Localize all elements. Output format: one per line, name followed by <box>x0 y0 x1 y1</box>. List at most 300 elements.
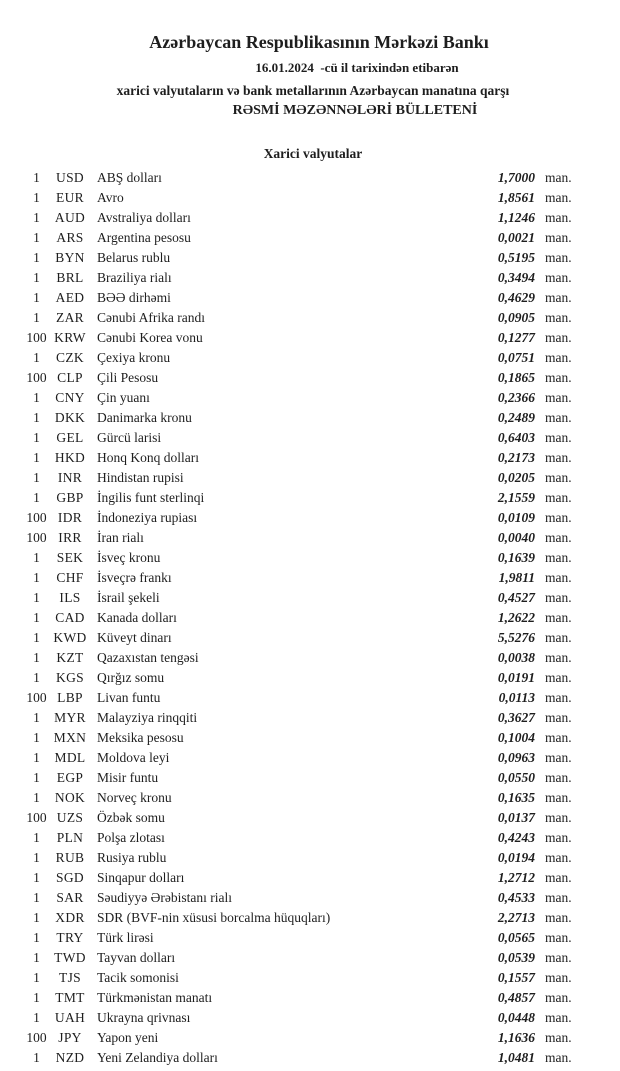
rate-value: 0,6403 <box>497 430 535 445</box>
currency-code: KGS <box>56 670 84 685</box>
left-margin <box>0 528 25 548</box>
bank-title: Azərbaycan Respublikasının Mərkəzi Bankı <box>149 32 489 52</box>
rate-unit: man. <box>545 690 572 705</box>
currency-name: Sinqapur dolları <box>97 870 185 885</box>
rate-unit: man. <box>545 450 572 465</box>
row-quantity: 1 <box>33 210 40 225</box>
rate-value: 0,0448 <box>497 1010 535 1025</box>
currency-name: Cənubi Korea vonu <box>97 330 203 345</box>
rate-value: 0,1865 <box>497 370 535 385</box>
left-margin <box>0 328 25 348</box>
currency-name: Moldova leyi <box>97 750 170 765</box>
rate-unit: man. <box>545 710 572 725</box>
currency-code: TMT <box>55 990 85 1005</box>
document-header <box>0 0 620 119</box>
currency-code: UZS <box>56 810 84 825</box>
currency-code: INR <box>57 470 83 485</box>
currency-row <box>0 168 576 188</box>
rate-value: 0,4243 <box>497 830 535 845</box>
currency-row <box>0 628 576 648</box>
currency-name: Polşa zlotası <box>97 830 165 845</box>
row-quantity: 1 <box>33 830 40 845</box>
left-margin <box>0 728 25 748</box>
rate-value: 0,2173 <box>497 450 535 465</box>
rate-unit: man. <box>545 790 572 805</box>
left-margin <box>0 588 25 608</box>
currency-row <box>0 428 576 448</box>
row-quantity: 1 <box>33 570 40 585</box>
left-margin <box>0 568 25 588</box>
rate-value: 0,4533 <box>497 890 535 905</box>
currency-name: Malayziya rinqqiti <box>97 710 198 725</box>
currency-row <box>0 1028 576 1048</box>
row-quantity: 1 <box>33 1010 40 1025</box>
currency-row <box>0 208 576 228</box>
row-quantity: 1 <box>33 290 40 305</box>
left-margin <box>0 928 25 948</box>
row-quantity: 100 <box>26 810 47 825</box>
left-margin <box>0 508 25 528</box>
rate-unit: man. <box>545 950 572 965</box>
currency-name: Qırğız somu <box>97 670 165 685</box>
currency-code: BRL <box>56 270 84 285</box>
row-quantity: 1 <box>33 750 40 765</box>
currency-code: KRW <box>54 330 86 345</box>
row-quantity: 1 <box>33 990 40 1005</box>
currency-name: Norveç kronu <box>97 790 172 805</box>
currency-code: CAD <box>55 610 85 625</box>
currency-row <box>0 248 576 268</box>
currency-code: CLP <box>57 370 83 385</box>
rate-unit: man. <box>545 730 572 745</box>
rate-unit: man. <box>545 590 572 605</box>
currency-code: CZK <box>56 350 84 365</box>
rate-value: 1,1246 <box>497 210 535 225</box>
rate-value: 1,2712 <box>497 870 535 885</box>
rate-unit: man. <box>545 1030 572 1045</box>
rate-value: 0,4527 <box>497 590 535 605</box>
currency-row <box>0 688 576 708</box>
rate-unit: man. <box>545 510 572 525</box>
currency-row <box>0 748 576 768</box>
currency-row <box>0 768 576 788</box>
left-margin <box>0 288 25 308</box>
currency-code: JPY <box>58 1030 82 1045</box>
left-margin <box>0 788 25 808</box>
currency-code: ZAR <box>56 310 84 325</box>
left-margin <box>0 228 25 248</box>
currency-name: Çili Pesosu <box>97 370 159 385</box>
rate-value: 0,3494 <box>497 270 535 285</box>
rate-value: 0,0905 <box>497 310 535 325</box>
currency-name: Türkmənistan manatı <box>97 990 213 1005</box>
row-quantity: 1 <box>33 230 40 245</box>
currency-code: IDR <box>57 510 83 525</box>
rate-value: 1,1636 <box>497 1030 535 1045</box>
rate-unit: man. <box>545 970 572 985</box>
row-quantity: 1 <box>33 870 40 885</box>
currency-code: AED <box>55 290 85 305</box>
currency-code: USD <box>56 170 84 185</box>
currency-name: Honq Konq dolları <box>97 450 199 465</box>
rate-value: 2,1559 <box>497 490 535 505</box>
currency-row <box>0 788 576 808</box>
rate-unit: man. <box>545 490 572 505</box>
row-quantity: 100 <box>26 330 47 345</box>
currency-code: TRY <box>56 930 84 945</box>
currency-row <box>0 708 576 728</box>
rate-unit: man. <box>545 550 572 565</box>
currency-code: TJS <box>59 970 81 985</box>
currency-row <box>0 388 576 408</box>
left-margin <box>0 628 25 648</box>
row-quantity: 100 <box>26 530 47 545</box>
currency-row <box>0 528 576 548</box>
rate-value: 0,1277 <box>497 330 535 345</box>
currency-name: BƏƏ dirhəmi <box>97 290 171 305</box>
rate-value: 5,5276 <box>497 630 535 645</box>
row-quantity: 100 <box>26 370 47 385</box>
rate-unit: man. <box>545 250 572 265</box>
left-margin <box>0 1048 25 1068</box>
currency-row <box>0 328 576 348</box>
left-margin <box>0 248 25 268</box>
rate-unit: man. <box>545 210 572 225</box>
bulletin-title: RƏSMİ MƏZƏNNƏLƏRİ BÜLLETENİ <box>232 103 478 118</box>
left-margin <box>0 168 25 188</box>
left-margin <box>0 468 25 488</box>
rate-unit: man. <box>545 330 572 345</box>
left-margin <box>0 668 25 688</box>
currency-row <box>0 568 576 588</box>
left-margin <box>0 548 25 568</box>
left-margin <box>0 648 25 668</box>
rate-unit: man. <box>545 350 572 365</box>
row-quantity: 1 <box>33 170 40 185</box>
currency-row <box>0 268 576 288</box>
left-margin <box>0 988 25 1008</box>
rate-value: 0,0109 <box>497 510 535 525</box>
row-quantity: 1 <box>33 190 40 205</box>
rate-value: 0,1557 <box>497 970 535 985</box>
row-quantity: 1 <box>33 550 40 565</box>
left-margin <box>0 308 25 328</box>
rate-unit: man. <box>545 770 572 785</box>
row-quantity: 1 <box>33 670 40 685</box>
rate-value: 1,7000 <box>497 170 535 185</box>
currency-row <box>0 408 576 428</box>
currency-code: LBP <box>57 690 83 705</box>
row-quantity: 1 <box>33 1050 40 1065</box>
rate-value: 0,0137 <box>497 810 535 825</box>
currency-name: İsveç kronu <box>97 550 161 565</box>
currency-code: GBP <box>56 490 84 505</box>
rate-unit: man. <box>545 230 572 245</box>
currency-row <box>0 648 576 668</box>
currency-name: Gürcü larisi <box>97 430 162 445</box>
currency-name: Tayvan dolları <box>97 950 176 965</box>
rate-unit: man. <box>545 270 572 285</box>
row-quantity: 1 <box>33 350 40 365</box>
currency-name: İngilis funt sterlinqi <box>97 490 205 505</box>
currency-code: SAR <box>56 890 84 905</box>
rate-value: 0,0550 <box>497 770 535 785</box>
currency-code: ARS <box>56 230 84 245</box>
currency-row <box>0 948 576 968</box>
currency-code: BYN <box>55 250 85 265</box>
currency-row <box>0 348 576 368</box>
rate-unit: man. <box>545 870 572 885</box>
currency-name: Braziliya rialı <box>97 270 172 285</box>
currency-row <box>0 308 576 328</box>
rate-value: 0,2366 <box>497 390 535 405</box>
left-margin <box>0 428 25 448</box>
row-quantity: 1 <box>33 410 40 425</box>
rate-value: 0,0194 <box>497 850 535 865</box>
currency-code: UAH <box>54 1010 86 1025</box>
currency-row <box>0 368 576 388</box>
row-quantity: 1 <box>33 430 40 445</box>
row-quantity: 1 <box>33 450 40 465</box>
rate-unit: man. <box>545 610 572 625</box>
left-margin <box>0 908 25 928</box>
rate-value: 0,1004 <box>497 730 535 745</box>
rate-unit: man. <box>545 910 572 925</box>
left-margin <box>0 1028 25 1048</box>
currency-code: CHF <box>56 570 84 585</box>
currency-row <box>0 668 576 688</box>
rate-value: 0,1639 <box>497 550 535 565</box>
rate-value: 0,0113 <box>498 690 535 705</box>
currency-name: Ukrayna qrivnası <box>97 1010 191 1025</box>
left-margin <box>0 868 25 888</box>
currency-row <box>0 808 576 828</box>
currency-row <box>0 1008 576 1028</box>
row-quantity: 1 <box>33 730 40 745</box>
currency-row <box>0 988 576 1008</box>
currency-name: Kanada dolları <box>97 610 177 625</box>
currency-name: SDR (BVF-nin xüsusi borcalma hüquqları) <box>97 910 331 925</box>
currency-row <box>0 228 576 248</box>
row-quantity: 1 <box>33 890 40 905</box>
row-quantity: 1 <box>33 910 40 925</box>
left-margin <box>0 948 25 968</box>
rate-value: 0,0205 <box>497 470 535 485</box>
rate-value: 0,0963 <box>497 750 535 765</box>
rate-value: 0,1635 <box>497 790 535 805</box>
left-margin <box>0 608 25 628</box>
rate-unit: man. <box>545 570 572 585</box>
currency-row <box>0 728 576 748</box>
row-quantity: 100 <box>26 1030 47 1045</box>
rate-value: 0,4629 <box>497 290 535 305</box>
rate-value: 0,0021 <box>497 230 535 245</box>
row-quantity: 1 <box>33 590 40 605</box>
currency-code: ILS <box>59 590 81 605</box>
effective-date-line: 16.01.2024 -cü il tarixindən etibarən <box>255 60 459 75</box>
rate-unit: man. <box>545 650 572 665</box>
left-margin <box>0 488 25 508</box>
currency-code: MYR <box>54 710 86 725</box>
currency-code: EUR <box>56 190 84 205</box>
section-title-foreign-currencies: Xarici valyutalar <box>263 146 363 161</box>
rate-unit: man. <box>545 410 572 425</box>
rate-value: 0,0038 <box>497 650 535 665</box>
currency-name: Misir funtu <box>97 770 159 785</box>
rate-value: 0,0040 <box>497 530 535 545</box>
left-margin <box>0 388 25 408</box>
left-margin <box>0 348 25 368</box>
left-margin <box>0 968 25 988</box>
left-margin <box>0 708 25 728</box>
currency-name: İran rialı <box>97 530 144 545</box>
currency-code: MXN <box>53 730 87 745</box>
rate-value: 0,0539 <box>497 950 535 965</box>
currency-code: HKD <box>54 450 86 465</box>
left-margin <box>0 808 25 828</box>
currency-row <box>0 548 576 568</box>
rate-unit: man. <box>545 1010 572 1025</box>
rate-value: 0,2489 <box>497 410 535 425</box>
rate-value: 1,2622 <box>497 610 535 625</box>
row-quantity: 1 <box>33 950 40 965</box>
rate-unit: man. <box>545 990 572 1005</box>
row-quantity: 1 <box>33 790 40 805</box>
currency-name: Rusiya rublu <box>97 850 167 865</box>
currency-row <box>0 608 576 628</box>
rate-value: 2,2713 <box>497 910 535 925</box>
currency-name: Cənubi Afrika randı <box>97 310 205 325</box>
row-quantity: 1 <box>33 470 40 485</box>
row-quantity: 1 <box>33 710 40 725</box>
currency-name: Yeni Zelandiya dolları <box>97 1050 218 1065</box>
currency-row <box>0 908 576 928</box>
rate-unit: man. <box>545 830 572 845</box>
left-margin <box>0 888 25 908</box>
left-margin <box>0 448 25 468</box>
row-quantity: 1 <box>33 250 40 265</box>
currency-row <box>0 888 576 908</box>
left-margin <box>0 208 25 228</box>
rate-value: 0,0751 <box>497 350 535 365</box>
currency-name: Hindistan rupisi <box>97 470 184 485</box>
row-quantity: 100 <box>26 510 47 525</box>
left-margin <box>0 188 25 208</box>
row-quantity: 1 <box>33 270 40 285</box>
currency-name: Küveyt dinarı <box>97 630 172 645</box>
currency-code: SEK <box>56 550 84 565</box>
currency-row <box>0 448 576 468</box>
currency-name: Livan funtu <box>97 690 161 705</box>
rate-unit: man. <box>545 370 572 385</box>
currency-name: Yapon yeni <box>97 1030 159 1045</box>
currency-name: Çin yuanı <box>97 390 150 405</box>
left-margin <box>0 748 25 768</box>
rate-value: 0,3627 <box>497 710 535 725</box>
left-margin <box>0 768 25 788</box>
rate-unit: man. <box>545 930 572 945</box>
currency-row <box>0 508 576 528</box>
currency-rates-table <box>0 168 576 1068</box>
rate-unit: man. <box>545 430 572 445</box>
currency-name: Özbək somu <box>97 810 165 825</box>
left-margin <box>0 828 25 848</box>
rate-unit: man. <box>545 750 572 765</box>
currency-code: AUD <box>54 210 86 225</box>
row-quantity: 1 <box>33 930 40 945</box>
currency-name: Avstraliya dolları <box>97 210 191 225</box>
rate-unit: man. <box>545 1050 572 1065</box>
currency-row <box>0 848 576 868</box>
currency-code: SGD <box>56 870 84 885</box>
rate-unit: man. <box>545 630 572 645</box>
currency-code: CNY <box>55 390 85 405</box>
left-margin <box>0 408 25 428</box>
rate-unit: man. <box>545 190 572 205</box>
currency-name: ABŞ dolları <box>97 170 162 185</box>
rate-unit: man. <box>545 670 572 685</box>
currency-name: Səudiyyə Ərəbistanı rialı <box>97 890 232 905</box>
currency-code: XDR <box>55 910 85 925</box>
row-quantity: 1 <box>33 850 40 865</box>
row-quantity: 1 <box>33 610 40 625</box>
currency-code: MDL <box>54 750 86 765</box>
left-margin <box>0 268 25 288</box>
currency-name: İsrail şekeli <box>97 590 160 605</box>
currency-name: İsveçrə frankı <box>97 570 172 585</box>
row-quantity: 1 <box>33 390 40 405</box>
row-quantity: 1 <box>33 630 40 645</box>
rate-unit: man. <box>545 530 572 545</box>
rate-unit: man. <box>545 810 572 825</box>
currency-row <box>0 488 576 508</box>
currency-code: DKK <box>54 410 86 425</box>
rate-value: 0,5195 <box>497 250 535 265</box>
row-quantity: 1 <box>33 650 40 665</box>
rate-value: 1,8561 <box>497 190 535 205</box>
rate-value: 0,0565 <box>497 930 535 945</box>
currency-row <box>0 928 576 948</box>
currency-code: RUB <box>55 850 85 865</box>
currency-name: Argentina pesosu <box>97 230 191 245</box>
currency-code: KWD <box>53 630 87 645</box>
currency-code: GEL <box>56 430 84 445</box>
rate-unit: man. <box>545 310 572 325</box>
rate-unit: man. <box>545 290 572 305</box>
row-quantity: 1 <box>33 310 40 325</box>
rate-value: 0,0191 <box>497 670 535 685</box>
currency-name: Türk lirəsi <box>97 930 154 945</box>
currency-name: Qazaxıstan tengəsi <box>97 650 199 665</box>
currency-code: PLN <box>56 830 84 845</box>
rate-unit: man. <box>545 170 572 185</box>
currency-name: Danimarka kronu <box>97 410 192 425</box>
currency-name: Meksika pesosu <box>97 730 184 745</box>
rate-unit: man. <box>545 470 572 485</box>
currency-row <box>0 288 576 308</box>
rate-value: 1,9811 <box>498 570 535 585</box>
currency-row <box>0 828 576 848</box>
currency-name: İndoneziya rupiası <box>97 510 198 525</box>
currency-code: EGP <box>56 770 84 785</box>
currency-name: Avro <box>97 190 124 205</box>
currency-name: Belarus rublu <box>97 250 171 265</box>
row-quantity: 100 <box>26 690 47 705</box>
currency-code: IRR <box>58 530 82 545</box>
currency-row <box>0 968 576 988</box>
subtitle-line: xarici valyutaların və bank metallarının Azərbaycan manatına qarşı <box>116 83 510 98</box>
left-margin <box>0 368 25 388</box>
